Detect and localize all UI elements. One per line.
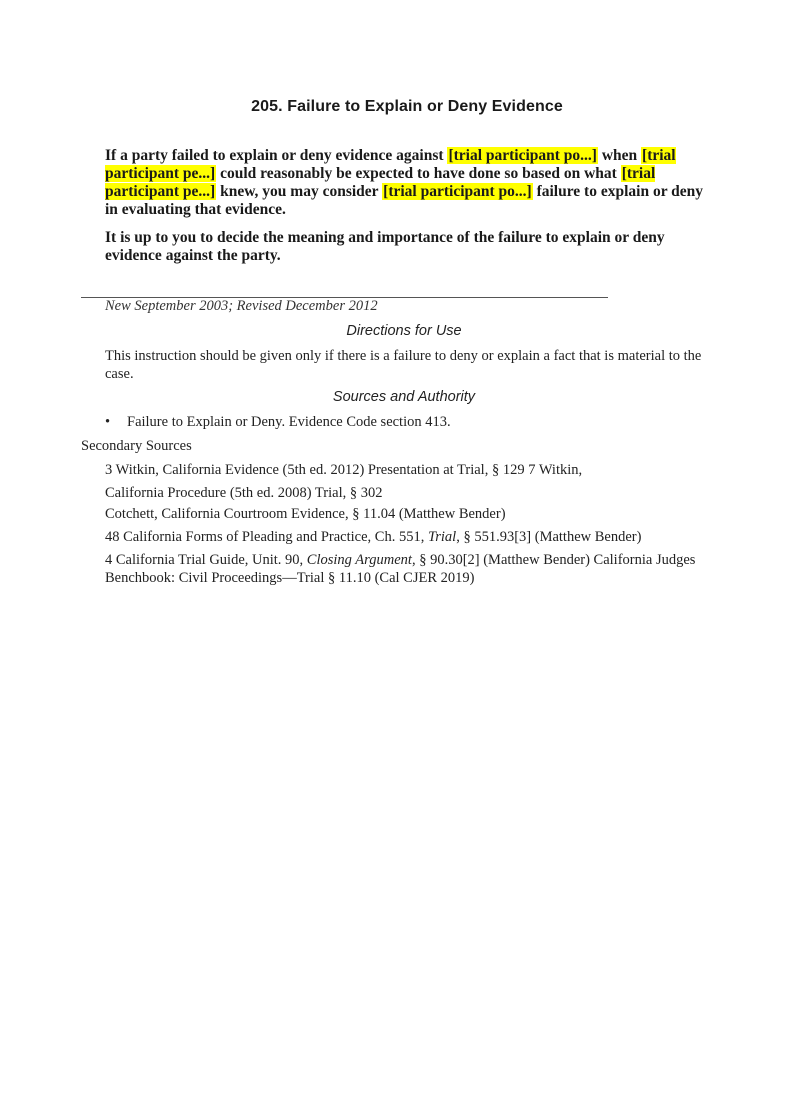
instruction-text-2: when <box>597 147 642 164</box>
directions-text: This instruction should be given only if there is a failure to deny or explain a fact that is material to the case. <box>105 348 702 382</box>
sources-list-item <box>105 413 705 431</box>
secondary-sources-heading: Secondary Sources <box>81 438 192 454</box>
trial-participant-field-4[interactable]: [trial participant po...] <box>383 183 532 200</box>
instruction-paragraph-2: It is up to you to decide the meaning and importance of the failure to explain or deny evidence against the party. <box>105 229 665 264</box>
instruction-paragraph-1 <box>105 147 715 219</box>
secondary-source-4-italic: Trial <box>427 529 457 545</box>
sources-item-text: Failure to Explain or Deny. Evidence Code section 413. <box>127 414 451 430</box>
trial-participant-field-3[interactable]: [trial participant pe...] <box>105 165 656 200</box>
directions-heading: Directions for Use <box>346 323 462 339</box>
trial-participant-field-2[interactable]: [trial participant pe...] <box>105 147 676 182</box>
instruction-text-4: knew, you may consider <box>216 183 383 200</box>
bullet-icon: • <box>105 414 111 430</box>
instruction-text-5: failure to explain or deny in evaluating that evidence. <box>105 183 704 218</box>
secondary-source-line-1: 3 Witkin, California Evidence (5th ed. 2012) Presentation at Trial, § 129 7 Witkin, <box>105 462 583 478</box>
instruction-text-1: If a party failed to explain or deny evidence against <box>105 147 448 164</box>
secondary-source-line-5 <box>105 551 745 587</box>
secondary-source-line-2: California Procedure (5th ed. 2008) Trial, § 302 <box>105 485 383 501</box>
secondary-source-line-4 <box>105 528 641 546</box>
sources-heading: Sources and Authority <box>332 389 476 405</box>
secondary-source-4-text-a: 48 California Forms of Pleading and Practice, Ch. 551, <box>105 529 428 545</box>
trial-participant-field-1[interactable]: [trial participant po...] <box>448 147 597 164</box>
instruction-title: 205. Failure to Explain or Deny Evidence <box>251 98 563 115</box>
secondary-source-5-italic: Closing Argument <box>306 552 412 568</box>
secondary-source-5-text-c: , § 90.30[2] (Matthew Bender) California Judges Benchbook: Civil Proceedings—Trial § 11.10 (Cal CJER 2019) <box>105 552 696 586</box>
secondary-source-4-text-c: , § 551.93[3] (Matthew Bender) <box>456 529 642 545</box>
secondary-source-line-3: Cotchett, California Courtroom Evidence, § 11.04 (Matthew Bender) <box>105 506 506 522</box>
revision-history: New September 2003; Revised December 2012 <box>105 298 378 314</box>
secondary-source-5-text-a: 4 California Trial Guide, Unit. 90, <box>105 552 307 568</box>
instruction-text-3: could reasonably be expected to have done so based on what <box>216 165 621 182</box>
